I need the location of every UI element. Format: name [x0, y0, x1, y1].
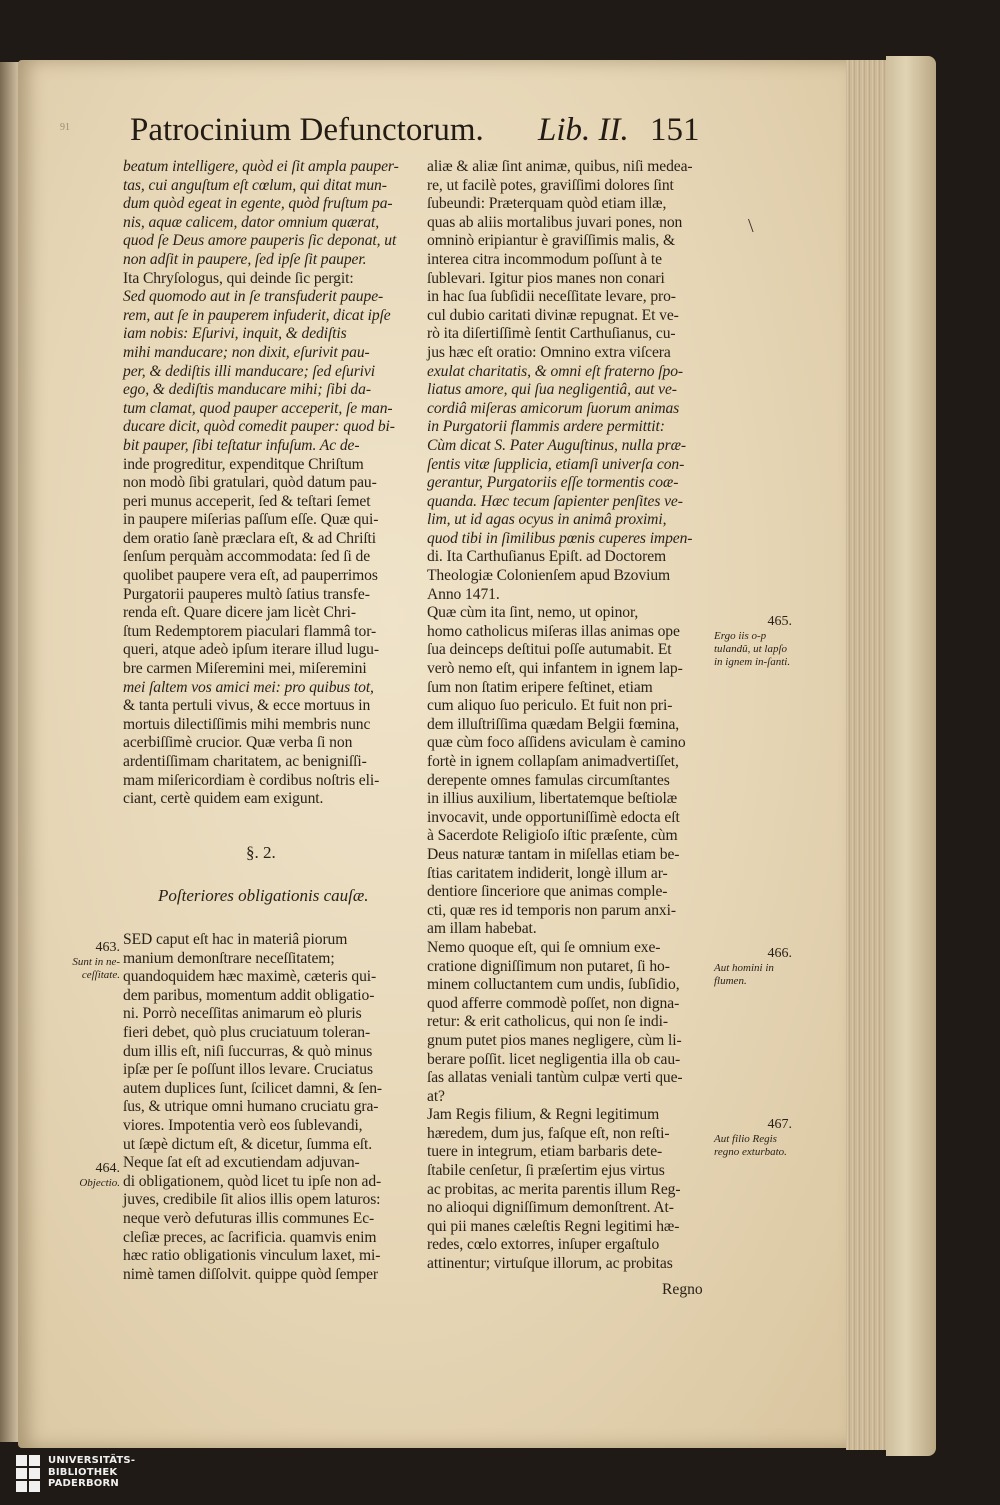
text-line: invocavit, unde opportuniſſimè edocta eſt: [427, 808, 680, 826]
text-line: interea citra incommodum poſſunt à te: [427, 250, 662, 268]
text-line: acerbiſſimè crucior. Quæ verba ſi non: [123, 734, 353, 752]
text-line: qui pii manes cæleſtis Regni legitimi hæ-: [427, 1217, 680, 1235]
text-line: bre carmen Miſeremini mei, miſeremini: [123, 660, 367, 678]
text-line: ardentiſſimam charitatem, ac benigniſſi-: [123, 753, 367, 770]
text-line: ſua deinceps deſtitui poſſe autumabit. Et: [427, 641, 672, 659]
library-logo-line1: UNIVERSITÄTS-: [48, 1455, 136, 1466]
text-line: dum quòd egeat in egente, quòd fruſtum pa-: [123, 195, 393, 213]
margin-note-number: 465.: [767, 614, 792, 629]
text-line: non adſit in paupere, ſed ipſe ſit pauper.: [123, 250, 367, 268]
catchword: Regno: [662, 1281, 703, 1298]
text-line: omninò eripiantur è graviſſimis malis, &: [427, 232, 676, 250]
text-line: quod tibi in ſimilibus pœnis cuperes impen-: [427, 529, 693, 547]
text-line: gerantur, Purgatoriis eſſe tormentis coæ-: [427, 474, 679, 492]
text-line: dentiore ſinceriore que animas comple-: [427, 883, 668, 901]
text-line: quas ab aliis mortalibus juvari pones, non: [427, 213, 683, 231]
text-line: peri munus acceperit, ſed & teſtari ſemet: [123, 492, 371, 510]
text-line: ſus, & utrique omni humano cruciatu gra-: [123, 1098, 379, 1116]
text-line: tum clamat, quod pauper acceperit, ſe man-: [123, 399, 393, 417]
text-line: beatum intelligere, quòd ei ſit ampla pauper-: [123, 158, 399, 175]
text-line: in hac ſua ſubſidii neceſſitate levare, pro-: [427, 288, 676, 306]
margin-note-text: Sunt in ne-ceſſitate.: [72, 956, 120, 981]
text-line: ſtias caritatem indiderit, longè illum ar-: [427, 864, 668, 882]
text-line: cordiâ miſeras amicorum ſuorum animas: [427, 399, 680, 417]
section-heading: Poſteriores obligationis cauſæ.: [158, 886, 369, 905]
text-line: in Purgatorii flammis ardere permittit:: [427, 418, 665, 436]
text-line: di obligationem, quòd licet tu ipſe non ad-: [123, 1172, 382, 1190]
text-line: quandoquidem hæc maximè, cæteris qui-: [123, 968, 377, 986]
text-line: Cùm dicat S. Pater Auguſtinus, nulla præ-: [427, 436, 686, 454]
text-line: & tanta pertuli vivus, & ecce mortuus in: [123, 697, 371, 715]
text-line: rem, aut ſe in pauperem infuderit, dicat ipſe: [123, 306, 391, 324]
text-line: Nemo quoque eſt, qui ſe omnium exe-: [427, 938, 661, 956]
text-line: di. Ita Carthuſianus Epiſt. ad Doctorem: [427, 548, 667, 566]
text-line: berare poſſit. licet negligentia illa ob cau-: [427, 1050, 681, 1068]
text-line: cum aliquo ſuo periculo. Et fuit non pri-: [427, 697, 673, 715]
text-line: ſtum Redemptorem piaculari flammâ tor-: [123, 622, 377, 640]
library-logo-line3: PADERBORN: [48, 1478, 119, 1489]
text-line: inde progreditur, expenditque Chriſtum: [123, 455, 364, 473]
text-line: redes, cœlo extorres, inſuper ergaſtulo: [427, 1236, 660, 1254]
text-line: re, ut facilè potes, graviſſimi dolores ſint: [427, 176, 674, 194]
text-line: in paupere miſerias paſſum eſſe. Quæ qui-: [123, 511, 379, 529]
text-line: iam nobis: Eſurivi, inquit, & dediſtis: [123, 325, 347, 343]
text-line: Deus naturæ tantam in miſellas etiam be-: [427, 845, 680, 863]
text-line: Neque ſat eſt ad excutiendam adjuvan-: [123, 1154, 360, 1172]
text-line: juves, credibile ſit alios illis opem laturos:: [123, 1191, 381, 1209]
margin-note-number: 466.: [767, 946, 792, 961]
text-line: autem duplices ſunt, ſcilicet damni, & ſen-: [123, 1079, 382, 1097]
section-mark: §. 2.: [246, 843, 276, 862]
text-line: ſublevari. Igitur pios manes non conari: [427, 269, 665, 287]
left-column-bottom: [123, 931, 409, 1284]
text-line: quanda. Hæc tecum ſapienter penſites ve-: [427, 492, 683, 510]
text-line: mortuis dilectiſſimis mihi membris nunc: [123, 715, 371, 733]
text-line: liatus amore, qui ſua negligentiâ, aut ve-: [427, 381, 677, 399]
text-line: ſentis vitæ ſupplicia, etiamſi univerſa con-: [427, 455, 685, 473]
text-line: cleſiæ preces, ac ſacrificia. quamvis enim: [123, 1228, 377, 1246]
text-line: manium demonſtrare neceſſitatem;: [123, 949, 335, 967]
margin-note-text: Ergo iis o-p tulandû, ut lapſo in ignem in-ſanti.: [714, 630, 791, 668]
library-logo-icon: [16, 1455, 42, 1499]
text-line: per, & dediſtis illi manducare; ſed eſurivi: [123, 362, 375, 380]
text-line: Jam Regis filium, & Regni legitimum: [427, 1106, 660, 1124]
text-line: quolibet paupere vera eſt, ad pauperrimos: [123, 567, 378, 585]
text-line: ducare dicit, quòd comedit pauper: quod bi-: [123, 418, 395, 436]
text-line: quod afferre commodè poſſet, non digna-: [427, 994, 680, 1012]
text-line: derepente omnes famulas circumſtantes: [427, 771, 670, 789]
text-line: exulat charitatis, & omni eſt fraterno ſpo-: [427, 362, 684, 380]
library-logo-line2: BIBLIOTHEK: [48, 1466, 118, 1478]
text-line: in illius auxilium, libertatemque beſtiolæ: [427, 790, 678, 808]
text-line: fieri debet, quò plus cruciatuum toleran-: [123, 1023, 371, 1041]
text-line: Purgatorii pauperes multò ſatius transfe-: [123, 585, 370, 603]
margin-note-number: 464.: [95, 1161, 120, 1176]
text-line: nimè tamen diſſolvit. quippe quòd ſemper: [123, 1265, 378, 1283]
text-line: fortè in ignem collapſam animadvertiſſet,: [427, 753, 679, 770]
text-line: Theologiæ Colonienſem apud Bzovium: [427, 567, 671, 585]
text-line: attinentur; virtuſque illorum, ac probitas: [427, 1255, 673, 1273]
text-line: hæc ratio obligationis vinculum laxet, mi-: [123, 1247, 381, 1265]
header-title: Patrocinium Defunctorum.: [130, 112, 484, 148]
text-line: ac probitas, ac merita parentis illum Reg-: [427, 1180, 681, 1198]
pencil-mark-icon: \: [748, 215, 754, 237]
text-line: mei ſaltem vos amici mei: pro quibus tot,: [123, 678, 374, 696]
margin-note-464: [40, 1161, 120, 1190]
text-line: Sed quomodo aut in ſe transfuderit paupe-: [123, 288, 384, 306]
text-line: ſtabile cenſetur, ſi præſertim ejus virtus: [427, 1162, 665, 1180]
text-line: no alioqui digniſſimum demonſtrent. At-: [427, 1199, 674, 1217]
text-line: tuere in integrum, etiam barbaris dete-: [427, 1143, 663, 1161]
text-line: gnum putet pios manes negligere, cùm li-: [427, 1031, 682, 1049]
text-line: non modò ſibi gratulari, quòd datum pau-: [123, 474, 377, 492]
book-binding: [886, 56, 936, 1456]
text-line: minem colluctantem cum undis, ſubſidio,: [427, 976, 680, 994]
text-line: dem illuſtriſſima quædam Belgii fœmina,: [427, 715, 680, 733]
text-line: quæ cùm foco aſſidens aviculam è camino: [427, 734, 686, 752]
margin-note-text: Aut filio Regis regno exturbato.: [714, 1133, 787, 1158]
text-line: ciant, certè quidem eam exigunt.: [123, 790, 324, 808]
text-line: queri, atque adeò ipſum iterare illud lugu-: [123, 641, 379, 659]
text-line: verò nemo eſt, qui infantem in ignem lap-: [427, 660, 683, 678]
text-line: cti, quæ res id temporis non parum anxi-: [427, 901, 676, 919]
text-line: am illam habebat.: [427, 920, 537, 938]
text-line: ego, & dediſtis manducare mihi; ſibi da-: [123, 381, 371, 399]
text-line: cratione digniſſimum non putaret, ſi ho-: [427, 957, 670, 975]
text-line: Anno 1471.: [427, 585, 500, 603]
left-column-top: [123, 158, 409, 809]
margin-note-463: [40, 940, 120, 982]
page-number: 151: [650, 112, 700, 148]
text-line: Ita Chryſologus, qui deinde ſic pergit:: [123, 269, 354, 287]
text-line: ut ſæpè dictum eſt, & dicetur, ſumma eſt.: [123, 1135, 373, 1153]
margin-note-text: Objectio.: [79, 1177, 120, 1189]
margin-note-466: [714, 946, 792, 988]
margin-note-number: 467.: [767, 1117, 792, 1132]
margin-note-text: Aut homini in flumen.: [714, 962, 774, 987]
text-line: ſenſum perquàm accommodata: ſed ſi de: [123, 548, 371, 566]
text-line: jus hæc eſt oratio: Omnino extra viſcera: [427, 343, 671, 361]
page-block-edge: [846, 60, 888, 1450]
text-line: ſubeundi: Præterquam quòd etiam illæ,: [427, 195, 667, 213]
text-line: aliæ & aliæ ſint animæ, quibus, niſi medea-: [427, 158, 693, 175]
text-line: ſum non ſtatim eripere feſtinet, etiam: [427, 678, 653, 696]
text-line: homo catholicus miſeras illas animas ope: [427, 622, 680, 640]
library-logo-text: [48, 1455, 135, 1490]
library-stamp: 91: [60, 122, 70, 133]
text-line: à Sacerdote Religioſo iſtic præſente, cùm: [427, 827, 678, 845]
text-line: bit pauper, ſibi teſtatur infuſum. Ac de-: [123, 436, 360, 454]
right-column: [427, 158, 713, 1274]
margin-note-467: [714, 1117, 792, 1159]
text-line: cul dubio caritati divinæ repugnat. Et ve-: [427, 306, 679, 324]
text-line: retur: & erit catholicus, qui non ſe indi-: [427, 1013, 668, 1031]
text-line: mam miſericordiam è cordibus noſtris eli-: [123, 771, 380, 789]
text-line: at?: [427, 1087, 445, 1105]
text-line: quod ſe Deus amore pauperis ſic deponat, ut: [123, 232, 397, 250]
text-line: rò ita diſertiſſimè ſentit Carthuſianus, cu-: [427, 325, 676, 343]
text-line: lim, ut id agas ocyus in animâ proximi,: [427, 511, 667, 529]
text-line: Quæ cùm ita ſint, nemo, ut opinor,: [427, 604, 639, 622]
header-book: Lib. II.: [538, 112, 629, 148]
text-line: hæredem, dum jus, faſque eſt, non reſti-: [427, 1124, 670, 1142]
text-line: SED caput eſt hac in materiâ piorum: [123, 931, 348, 948]
text-line: neque verò defuturas illis communes Ec-: [123, 1209, 375, 1227]
text-line: ſas allatas veniali tantùm culpæ verti que-: [427, 1069, 683, 1087]
margin-note-465: [714, 614, 792, 669]
text-line: viores. Impotentia verò eos ſublevandi,: [123, 1116, 363, 1134]
text-line: renda eſt. Quare dicere jam licèt Chri-: [123, 604, 356, 622]
library-logo: [16, 1455, 156, 1501]
text-line: tas, cui anguſtum eſt cœlum, qui ditat mun-: [123, 176, 387, 194]
text-line: dem paribus, momentum addit obligatio-: [123, 986, 375, 1004]
text-line: nis, aquæ calicem, dator omnium quærat,: [123, 213, 379, 231]
text-line: dum illis eſt, niſi ſuccurras, & quò minus: [123, 1042, 373, 1060]
text-line: ni. Porrò neceſſitas animarum eò pluris: [123, 1005, 362, 1023]
text-line: mihi manducare; non dixit, eſurivit pau-: [123, 343, 370, 361]
margin-note-number: 463.: [95, 940, 120, 955]
text-line: ipſæ per ſe poſſunt illos levare. Cruciatus: [123, 1061, 373, 1079]
text-line: dem oratio ſanè præclara eſt, & ad Chriſti: [123, 529, 377, 547]
